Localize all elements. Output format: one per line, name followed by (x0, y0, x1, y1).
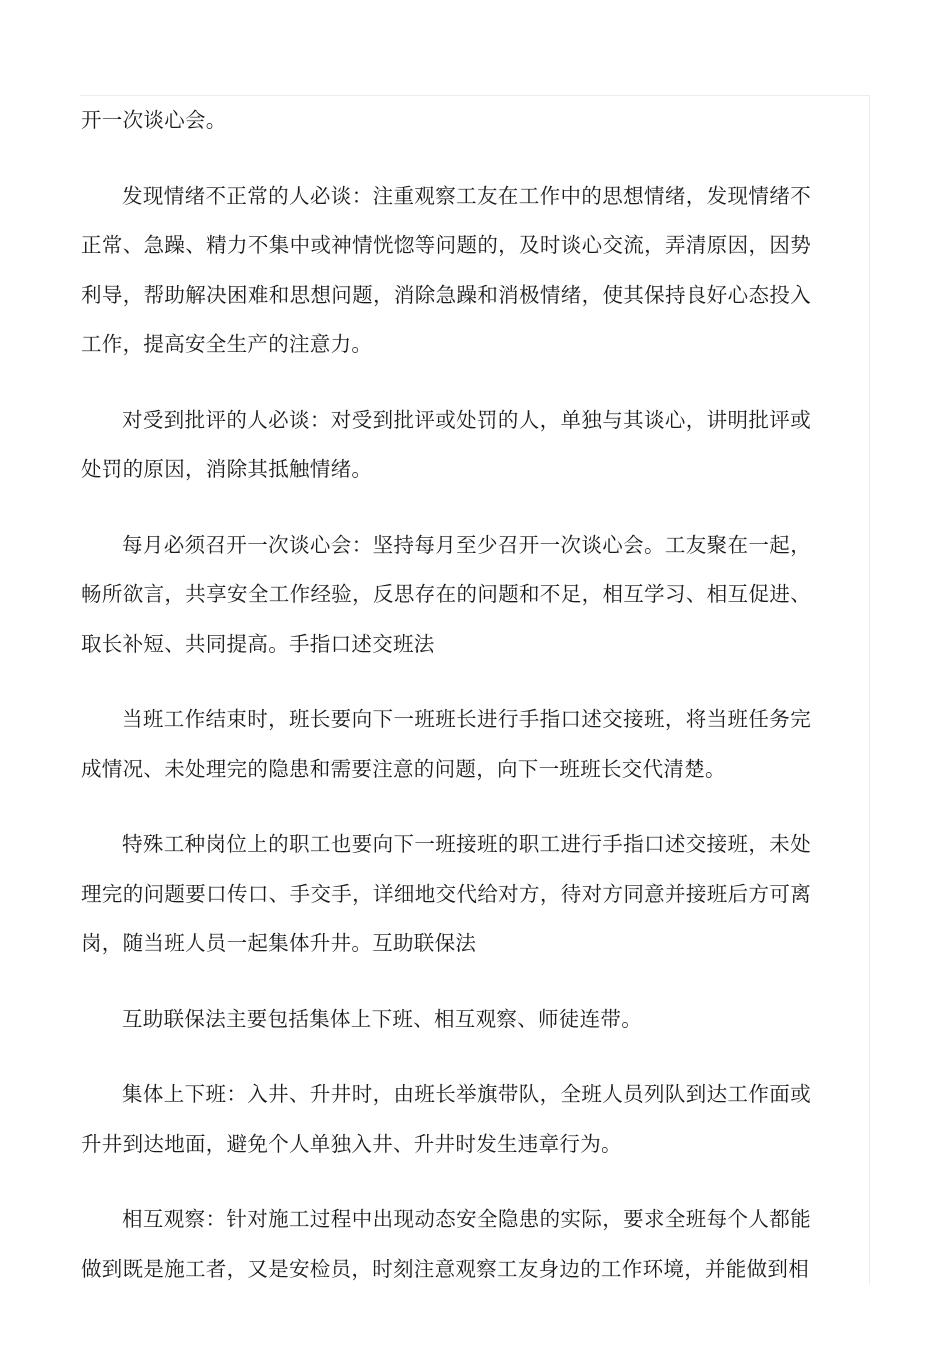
paragraph: 当班工作结束时，班长要向下一班班长进行手指口述交接班，将当班任务完成情况、未处理完的隐患和需要注意的问题，向下一班班长交代清楚。 (81, 707, 811, 781)
paragraph: 对受到批评的人必谈：对受到批评或处罚的人，单独与其谈心，讲明批评或处罚的原因，消除其抵触情绪。 (81, 407, 811, 481)
paragraph: 相互观察：针对施工过程中出现动态安全隐患的实际，要求全班每个人都能做到既是施工者，又是安检员，时刻注意观察工友身边的工作环境，并能做到相 (81, 1207, 811, 1281)
document-body (81, 96, 811, 1320)
paragraph: 发现情绪不正常的人必谈：注重观察工友在工作中的思想情绪，发现情绪不正常、急躁、精力不集中或神情恍惚等问题的，及时谈心交流，弄清原因，因势利导，帮助解决困难和思想问题，消除急躁和消极情绪，使其保持良好心态投入工作，提高安全生产的注意力。 (81, 183, 811, 356)
paragraph: 互助联保法主要包括集体上下班、相互观察、师徒连带。 (122, 1006, 642, 1031)
page-border-right (869, 95, 870, 1285)
paragraph: 每月必须召开一次谈心会：坚持每月至少召开一次谈心会。工友聚在一起，畅所欲言，共享安全工作经验，反思存在的问题和不足，相互学习、相互促进、取长补短、共同提高。手指口述交班法 (81, 532, 811, 656)
paragraph: 开一次谈心会。 (81, 108, 227, 132)
paragraph: 集体上下班：入井、升井时，由班长举旗带队，全班人员列队到达工作面或升井到达地面，避免个人单独入井、升井时发生违章行为。 (81, 1082, 811, 1156)
paragraph: 特殊工种岗位上的职工也要向下一班接班的职工进行手指口述交接班，未处理完的问题要口传口、手交手，详细地交代给对方，待对方同意并接班后方可离岗，随当班人员一起集体升井。互助联保法 (81, 832, 811, 955)
